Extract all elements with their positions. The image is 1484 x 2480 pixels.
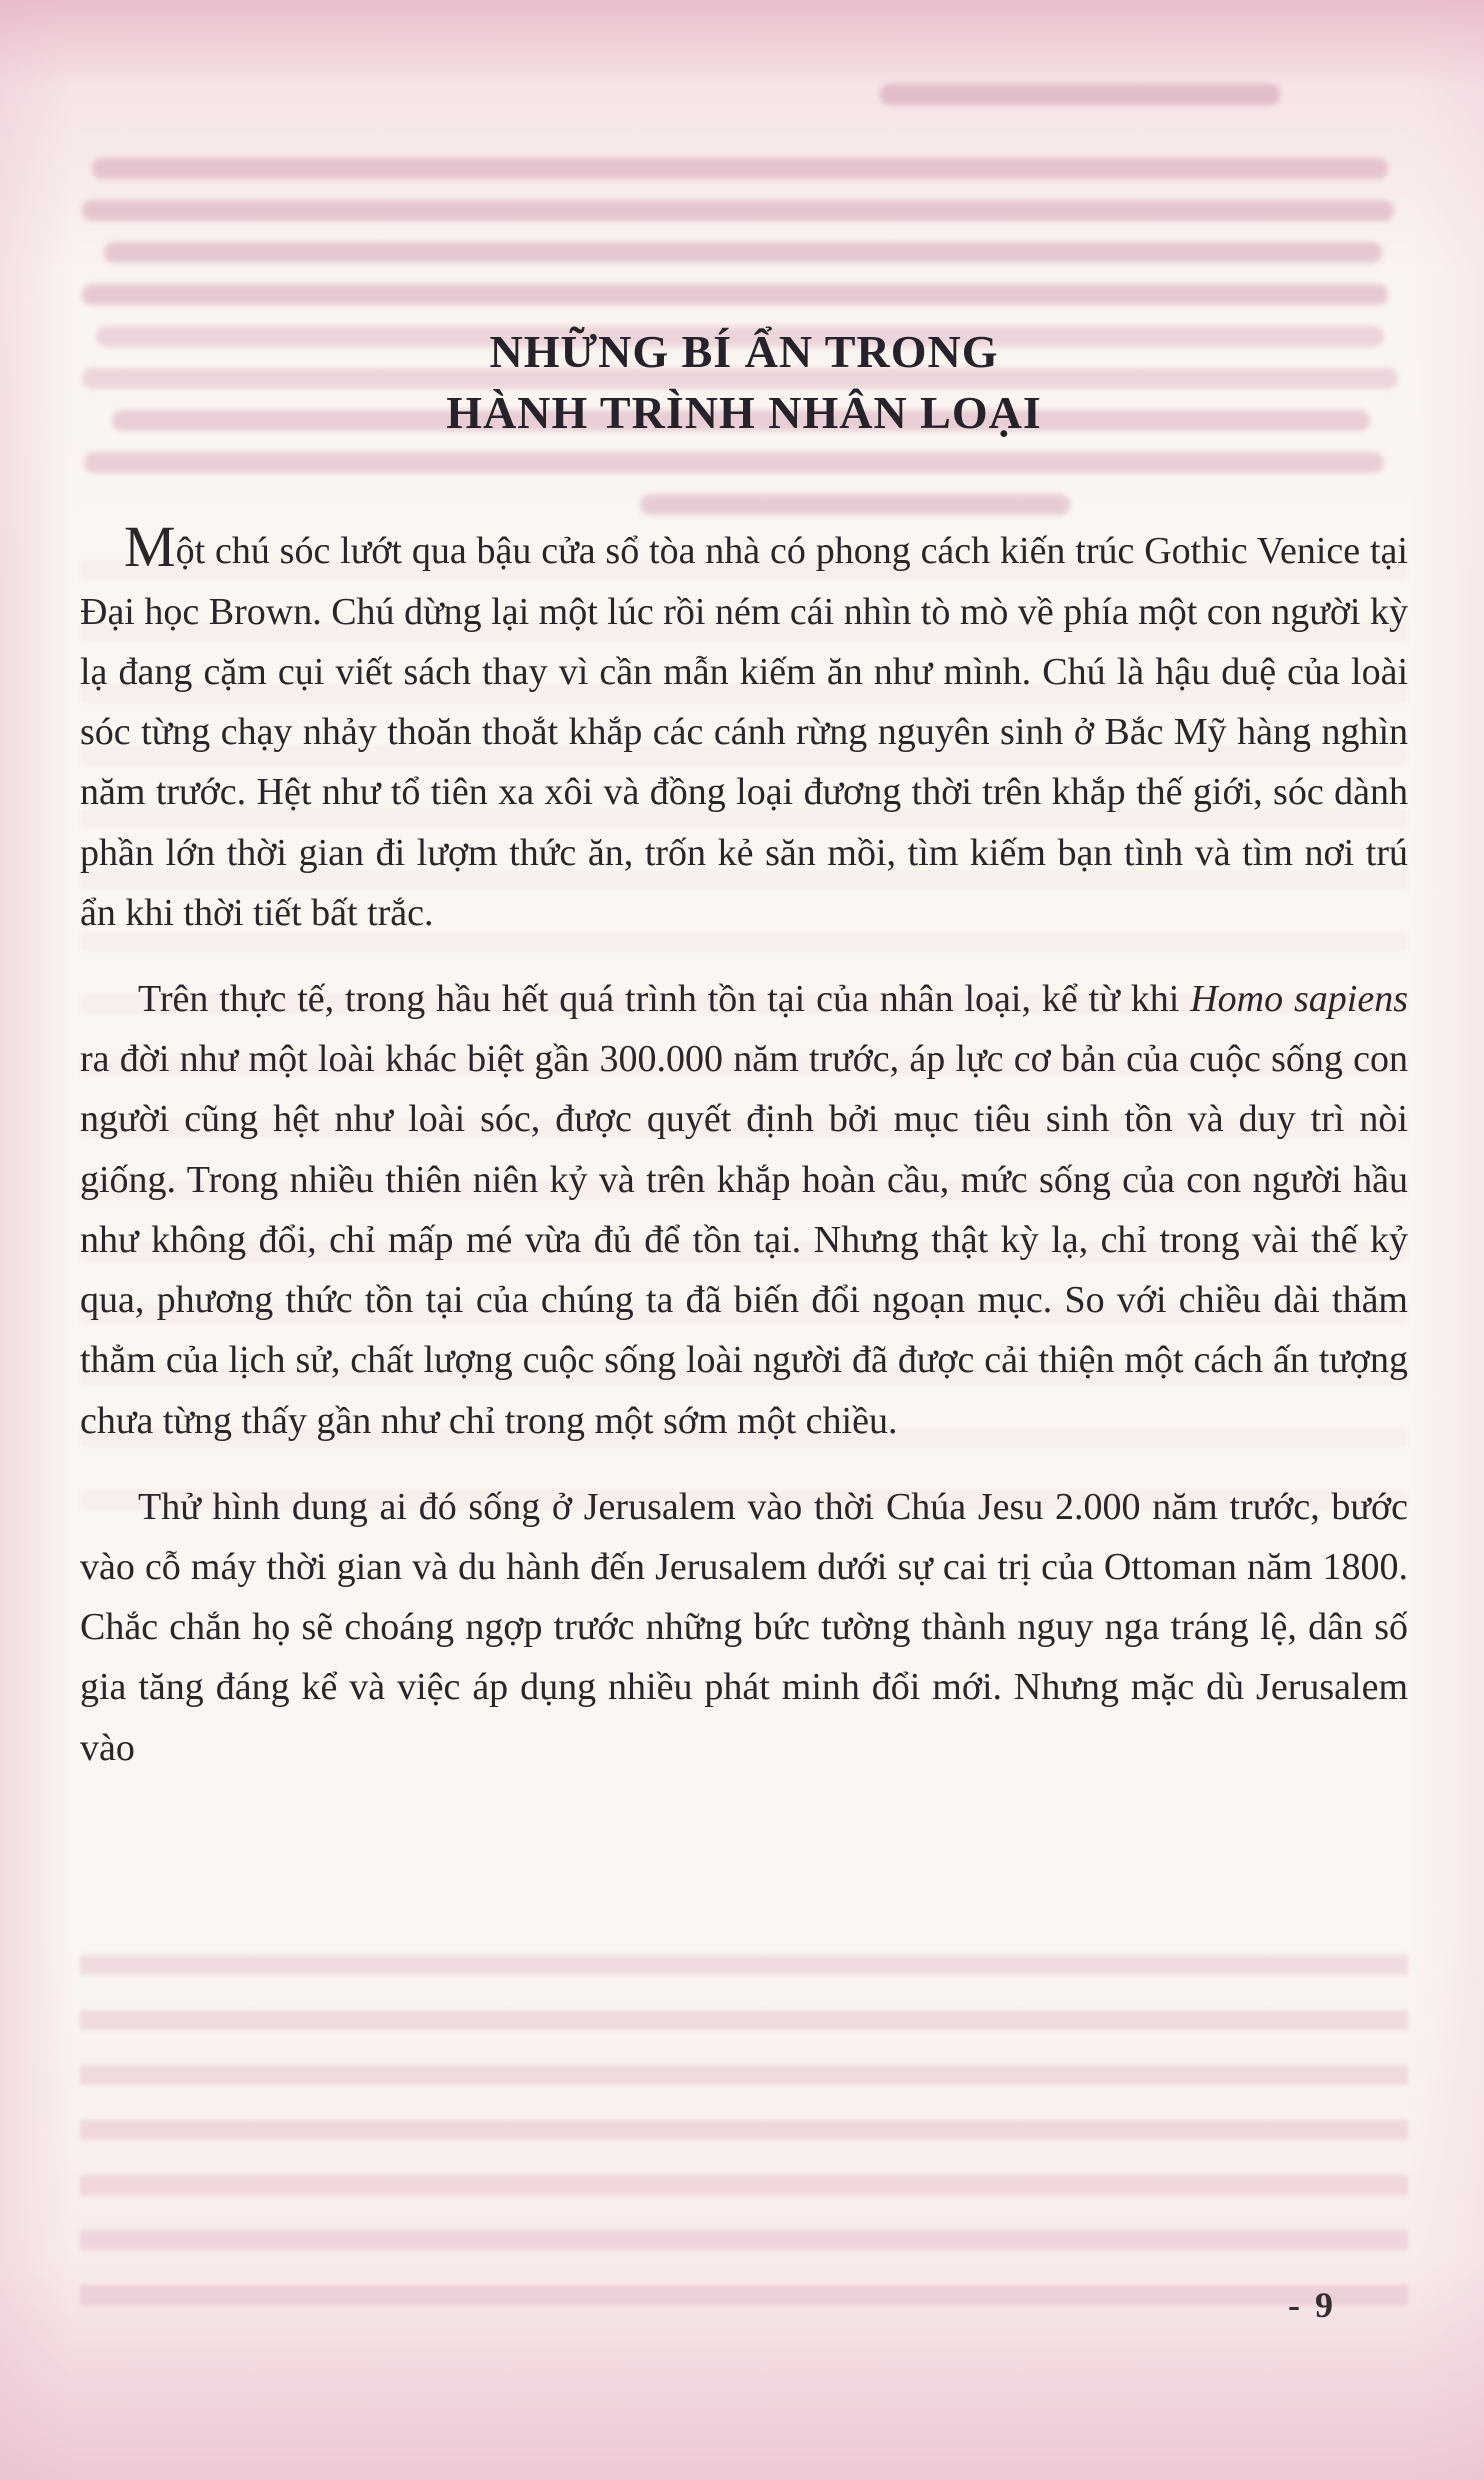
dropcap-letter: M [124, 514, 176, 580]
paragraph-2-text-post: ra đời như một loài khác biệt gần 300.000 năm trước, áp lực cơ bản của cuộc sống con người cũng hệt như loài sóc, được quyết định bởi mục tiêu sinh tồn và duy trì nòi giống. Trong nhiều thiên niên kỷ và trên khắp hoàn cầu, mức sống của con người hầu như không đổi, chỉ mấp mé vừa đủ để tồn tại. Nhưng thật kỳ lạ, chỉ trong vài thế kỷ qua, phương thức tồn tại của chúng ta đã biến đổi ngoạn mục. So với chiều dài thăm thẳm của lịch sử, chất lượng cuộc sống loài người đã được cải thiện một cách ấn tượng chưa từng thấy gần như chỉ trong một sớm một chiều. [80, 1038, 1408, 1442]
page-number: - 9 [1288, 2285, 1336, 2325]
chapter-title-line-2: HÀNH TRÌNH NHÂN LOẠI [446, 386, 1042, 438]
chapter-title-line-1: NHỮNG BÍ ẨN TRONG [489, 326, 999, 377]
paragraph-1-text: ột chú sóc lướt qua bậu cửa sổ tòa nhà có phong cách kiến trúc Gothic Venice tại Đại học Brown. Chú dừng lại một lúc rồi ném cái nhìn tò mò về phía một con người kỳ lạ đang cặm cụi viết sách thay vì cần mẫn kiếm ăn như mình. Chú là hậu duệ của loài sóc từng chạy nhảy thoăn thoắt khắp các cánh rừng nguyên sinh ở Bắc Mỹ hàng nghìn năm trước. Hệt như tổ tiên xa xôi và đồng loại đương thời trên khắp thế giới, sóc dành phần lớn thời gian đi lượm thức ăn, trốn kẻ săn mồi, tìm kiếm bạn tình và tìm nơi trú ẩn khi thời tiết bất trắc. [80, 530, 1408, 934]
paragraph-1 [80, 514, 1408, 943]
paragraph-2 [80, 969, 1408, 1451]
chapter-title [80, 322, 1408, 443]
paragraph-3-text: Thử hình dung ai đó sống ở Jerusalem vào thời Chúa Jesu 2.000 năm trước, bước vào cỗ máy thời gian và du hành đến Jerusalem dưới sự cai trị của Ottoman năm 1800. Chắc chắn họ sẽ choáng ngợp trước những bức tường thành nguy nga tráng lệ, dân số gia tăng đáng kể và việc áp dụng nhiều phát minh đổi mới. Nhưng mặc dù Jerusalem vào [80, 1485, 1408, 1769]
paragraph-2-text-pre: Trên thực tế, trong hầu hết quá trình tồn tại của nhân loại, kể từ khi [138, 977, 1191, 1020]
page-content [80, 0, 1408, 1804]
show-through-block-bottom [80, 1955, 1408, 2305]
body-text [80, 514, 1408, 1777]
paragraph-3 [80, 1477, 1408, 1778]
paragraph-2-species-name: Homo sapiens [1190, 977, 1408, 1020]
